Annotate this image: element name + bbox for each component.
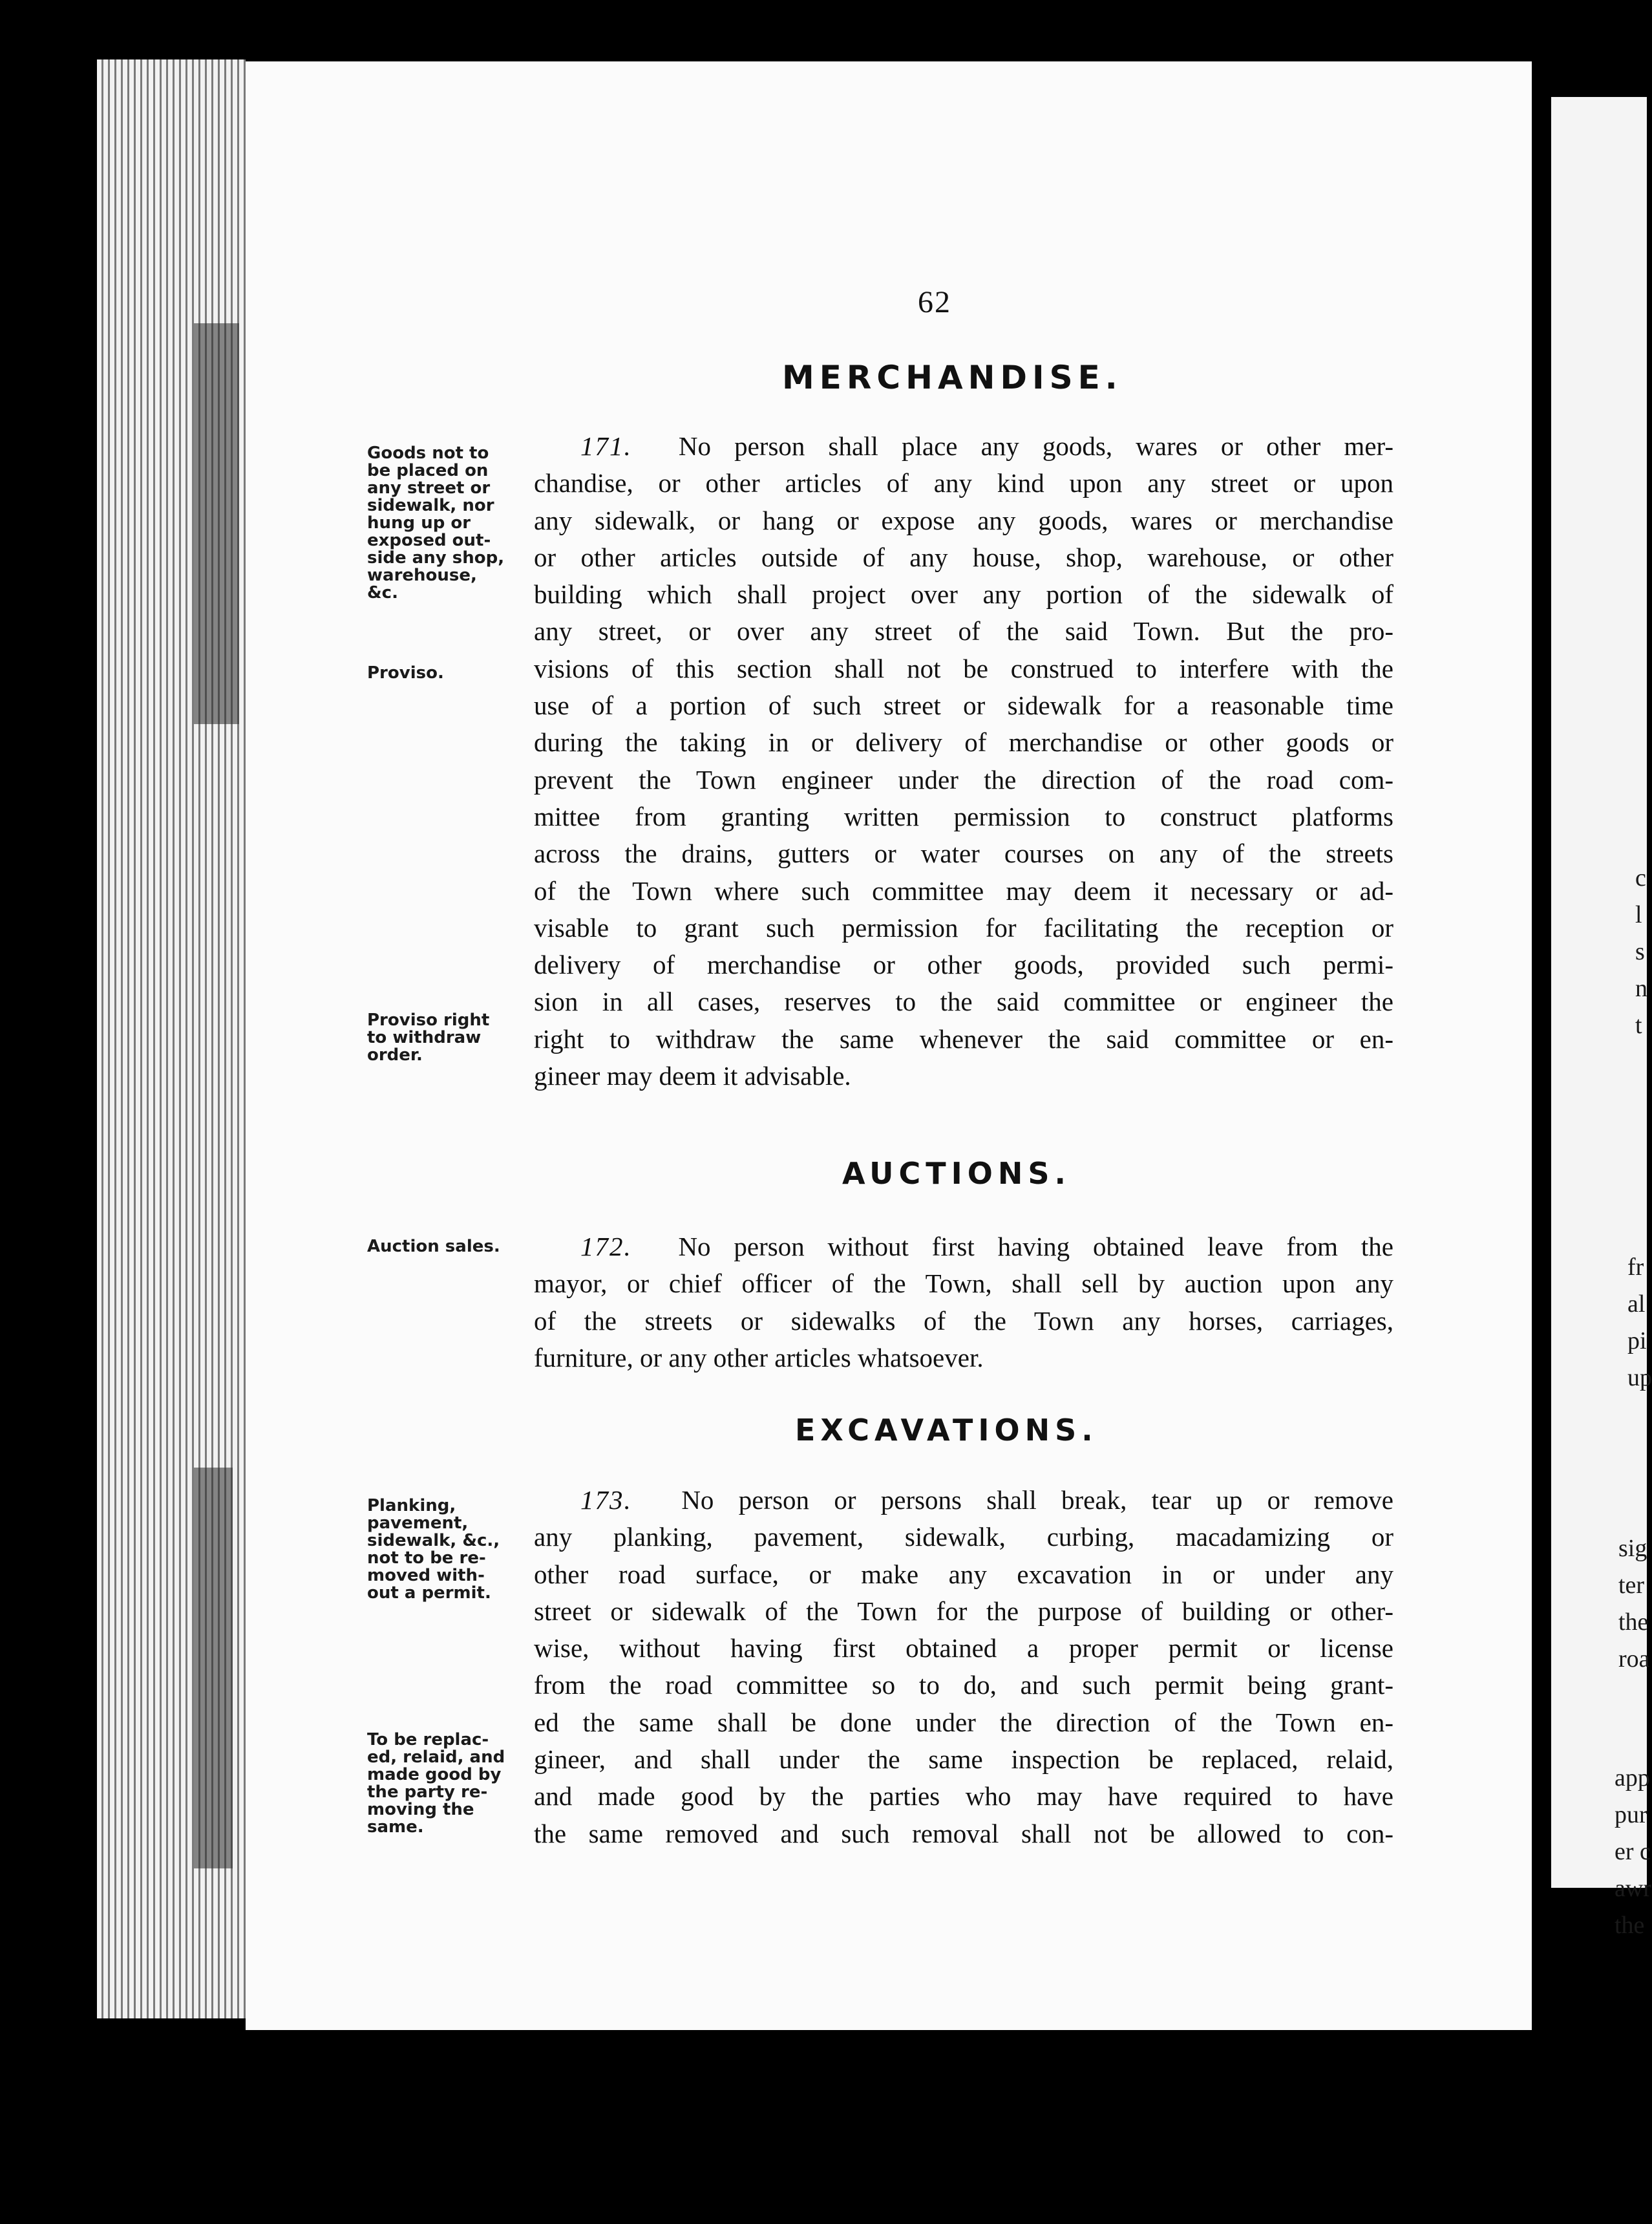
text-line: or other articles outside of any house, shop, warehouse, or other bbox=[534, 542, 1393, 572]
section-number: 172. bbox=[580, 1232, 632, 1261]
text-line: any planking, pavement, sidewalk, curbing, macadamizing or bbox=[534, 1522, 1393, 1552]
section-paragraph bbox=[534, 1228, 1393, 1376]
margin-note-line: same. bbox=[367, 1817, 424, 1837]
text-line: sion in all cases, reserves to the said committee or engineer the bbox=[534, 987, 1393, 1017]
section-heading-merchandise: MERCHANDISE. bbox=[782, 359, 1123, 396]
facing-page-fragment: l bbox=[1635, 901, 1642, 928]
text-line: delivery of merchandise or other goods, provided such permi- bbox=[534, 950, 1393, 980]
margin-note-line: hung up or bbox=[367, 513, 471, 533]
text-line: use of a portion of such street or sidewalk for a reasonable time bbox=[534, 690, 1393, 721]
page-number: 62 bbox=[918, 285, 951, 319]
text-line: visable to grant such permission for facilitating the reception or bbox=[534, 912, 1393, 943]
margin-note bbox=[367, 445, 532, 602]
section-paragraph bbox=[534, 1482, 1393, 1852]
margin-note bbox=[367, 1497, 532, 1602]
text-line: of the Town where such committee may deem it necessary or ad- bbox=[534, 875, 1393, 906]
text-line: wise, without having first obtained a proper permit or license bbox=[534, 1633, 1393, 1663]
text-line: visions of this section shall not be construed to interfere with the bbox=[534, 653, 1393, 683]
margin-note bbox=[367, 1012, 532, 1064]
text-line: mittee from granting written permission to construct platforms bbox=[534, 801, 1393, 831]
facing-page-fragment: up bbox=[1627, 1364, 1652, 1391]
text-line: chandise, or other articles of any kind upon any street or upon bbox=[534, 468, 1393, 498]
margin-note-line: side any shop, bbox=[367, 548, 505, 568]
facing-page-fragment: al bbox=[1627, 1290, 1646, 1318]
facing-page-fragment: n bbox=[1635, 975, 1647, 1002]
margin-note-line: out a permit. bbox=[367, 1583, 491, 1603]
margin-note-line: Goods not to bbox=[367, 444, 489, 463]
text-line: ed the same shall be done under the direction of the Town en- bbox=[534, 1707, 1393, 1737]
facing-page-fragment: awr bbox=[1615, 1875, 1651, 1902]
facing-page-fragment: the bbox=[1618, 1609, 1649, 1636]
facing-page-fragment: app bbox=[1615, 1764, 1650, 1791]
section-heading-excavations: EXCAVATIONS. bbox=[795, 1413, 1098, 1448]
margin-note bbox=[367, 1731, 532, 1836]
margin-note-line: be placed on bbox=[367, 461, 489, 480]
facing-page-fragment: pur bbox=[1615, 1801, 1647, 1828]
section-paragraph bbox=[534, 428, 1393, 1095]
margin-note-line: Proviso right bbox=[367, 1010, 490, 1030]
margin-note-line: sidewalk, &c., bbox=[367, 1531, 500, 1550]
text-line: gineer, and shall under the same inspection be replaced, relaid, bbox=[534, 1744, 1393, 1775]
text-line bbox=[534, 1482, 1393, 1519]
text-line: prevent the Town engineer under the direction of the road com- bbox=[534, 764, 1393, 795]
text-line: any sidewalk, or hang or expose any goods, wares or merchandise bbox=[534, 505, 1393, 535]
text-line: building which shall project over any portion of the sidewalk of bbox=[534, 579, 1393, 610]
facing-page-fragment: s bbox=[1635, 938, 1645, 965]
margin-note-line: &c. bbox=[367, 583, 398, 603]
section-number: 173. bbox=[580, 1485, 632, 1515]
line-text: No person shall place any goods, wares or other mer- bbox=[678, 431, 1393, 461]
text-line: of the streets or sidewalks of the Town any horses, carriages, bbox=[534, 1305, 1393, 1336]
facing-page-fragment: pi bbox=[1627, 1327, 1647, 1354]
margin-note-line: sidewalk, nor bbox=[367, 496, 494, 515]
text-line: any street, or over any street of the said Town. But the pro- bbox=[534, 616, 1393, 647]
text-line: from the road committee so to do, and such permit being grant- bbox=[534, 1670, 1393, 1700]
margin-note-line: order. bbox=[367, 1045, 423, 1065]
text-line: street or sidewalk of the Town for the purpose of building or other- bbox=[534, 1596, 1393, 1626]
facing-page bbox=[1551, 97, 1652, 1939]
margin-note-line: exposed out- bbox=[367, 531, 491, 550]
facing-page-fragment: c bbox=[1635, 864, 1646, 892]
facing-page-fragment: ter bbox=[1618, 1572, 1645, 1599]
line-text: No person or persons shall break, tear up or remove bbox=[681, 1485, 1393, 1515]
bleed-through-mark bbox=[194, 323, 239, 724]
text-line bbox=[534, 1228, 1393, 1265]
text-line: mayor, or chief officer of the Town, shall sell by auction upon any bbox=[534, 1268, 1393, 1299]
text-line bbox=[534, 428, 1393, 465]
margin-note-line: pavement, bbox=[367, 1513, 469, 1533]
margin-note-line: Auction sales. bbox=[367, 1237, 500, 1256]
facing-page-fragment: the bbox=[1615, 1912, 1645, 1939]
margin-note-line: to withdraw bbox=[367, 1028, 482, 1047]
margin-note-line: Planking, bbox=[367, 1496, 456, 1515]
facing-page-fragment: roa bbox=[1618, 1645, 1650, 1673]
text-line: furniture, or any other articles whatsoever. bbox=[534, 1342, 984, 1373]
margin-note-line: warehouse, bbox=[367, 566, 477, 585]
section-number: 171. bbox=[580, 431, 632, 461]
text-line: across the drains, gutters or water courses on any of the streets bbox=[534, 839, 1393, 869]
margin-note-line: made good by bbox=[367, 1765, 502, 1784]
section-heading-auctions: AUCTIONS. bbox=[842, 1156, 1071, 1191]
margin-note-line: not to be re- bbox=[367, 1548, 486, 1568]
facing-page-fragment: fr bbox=[1627, 1254, 1644, 1281]
margin-note-line: ed, relaid, and bbox=[367, 1748, 505, 1767]
line-text: No person without first having obtained leave from the bbox=[678, 1232, 1394, 1261]
text-line: the same removed and such removal shall not be allowed to con- bbox=[534, 1818, 1393, 1848]
margin-note-line: moved with- bbox=[367, 1566, 485, 1585]
text-line: other road surface, or make any excavation in or under any bbox=[534, 1559, 1393, 1589]
margin-note-line: any street or bbox=[367, 478, 491, 498]
margin-note-line: To be replac- bbox=[367, 1730, 489, 1749]
margin-note bbox=[367, 1238, 532, 1256]
text-line: right to withdraw the same whenever the said committee or en- bbox=[534, 1023, 1393, 1054]
text-line: gineer may deem it advisable. bbox=[534, 1061, 851, 1091]
text-line: and made good by the parties who may have required to have bbox=[534, 1781, 1393, 1812]
margin-note-line: moving the bbox=[367, 1800, 474, 1819]
margin-note-line: Proviso. bbox=[367, 663, 444, 683]
facing-page-fragment: er c bbox=[1615, 1838, 1651, 1865]
margin-note-line: the party re- bbox=[367, 1782, 488, 1802]
margin-note bbox=[367, 665, 532, 682]
facing-page-fragment: sig bbox=[1618, 1535, 1647, 1562]
text-line: during the taking in or delivery of merchandise or other goods or bbox=[534, 727, 1393, 758]
facing-page-fragment: t bbox=[1635, 1012, 1642, 1039]
bleed-through-mark bbox=[194, 1468, 233, 1868]
